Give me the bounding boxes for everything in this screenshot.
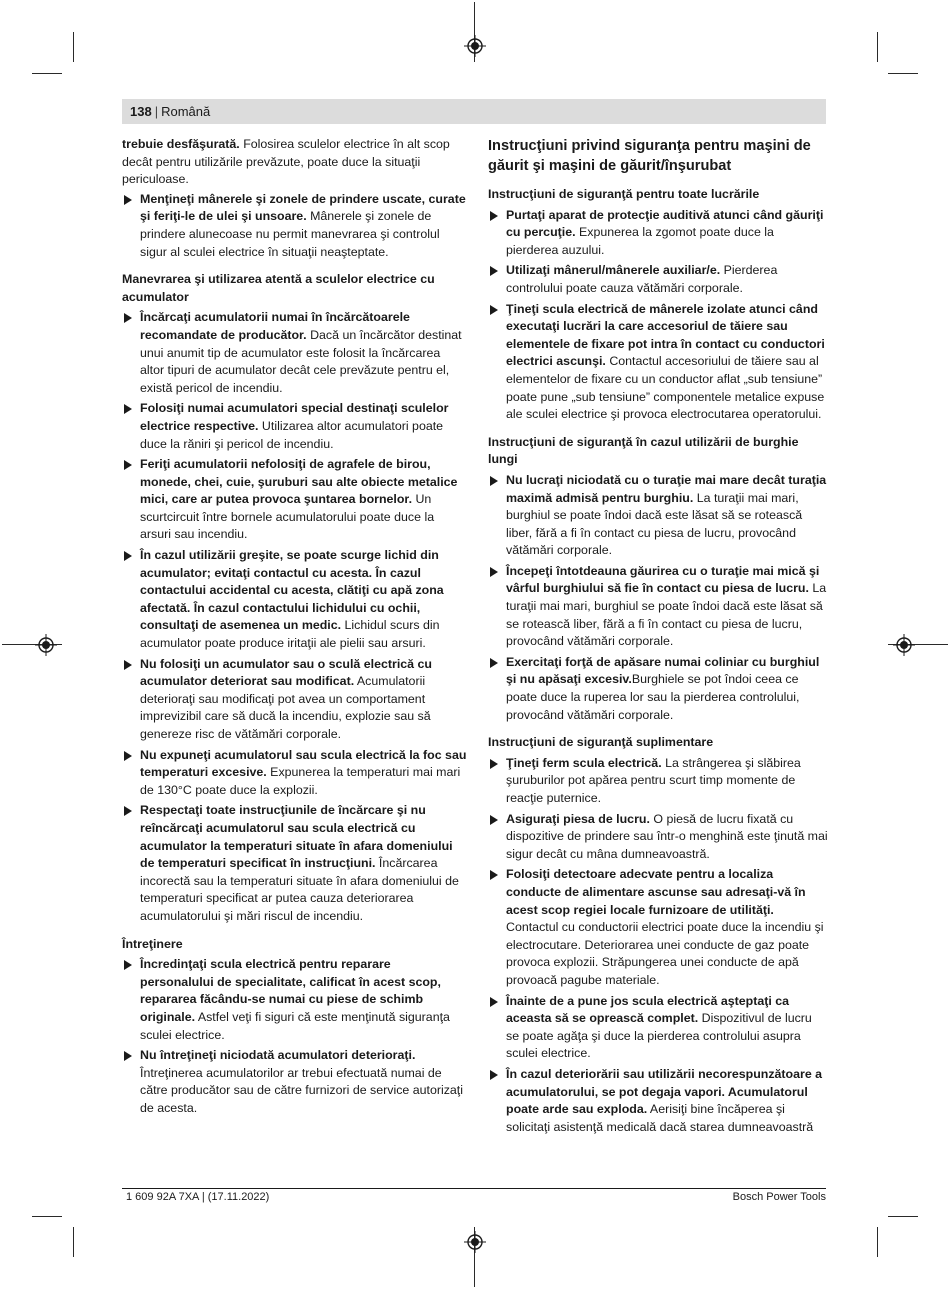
registration-mark-icon — [464, 1231, 486, 1253]
bullet-triangle-icon — [124, 460, 132, 470]
bullet-triangle-icon — [490, 1070, 498, 1080]
bullet-item — [122, 456, 467, 544]
bold-text: Respectaţi toate instrucţiunile de încărcare şi nu reîncărcaţi acumulatorul sau scula electrică cu acumulator la temperaturi situate în afara domeniului de temperaturi specificat în instrucţiuni. — [140, 803, 453, 871]
registration-mark-icon — [464, 35, 486, 57]
crop-mark — [32, 73, 62, 74]
bullet-triangle-icon — [490, 305, 498, 315]
bold-text: Utilizaţi mânerul/mânerele auxiliar/e. — [506, 263, 721, 278]
bullet-triangle-icon — [490, 870, 498, 880]
bullet-item — [122, 400, 467, 453]
crop-mark — [32, 1216, 62, 1217]
bold-text: Nu întreţineţi niciodată acumulatori deterioraţi. — [140, 1048, 416, 1063]
bullet-triangle-icon — [490, 997, 498, 1007]
section-heading: Instrucţiuni privind siguranţa pentru maşini de găurit şi maşini de găurit/înşurubat — [488, 138, 811, 174]
bullet-item — [122, 547, 467, 653]
bold-text: Înainte de a pune jos scula electrică aşteptaţi ca aceasta să se oprească complet. — [506, 993, 790, 1026]
bullet-item — [488, 654, 828, 724]
body-text: Contactul cu conductorii electrici poate duce la incendiu şi electrocutare. Deteriorarea unei conducte de gaz poate provoca explozii. Străpungerea unei conducte de apă provoacă pagube materiale. — [506, 920, 824, 987]
bold-text: Nu expuneţi acumulatorul sau scula electrică la foc sau temperaturi excesive. — [140, 747, 467, 780]
bullet-item — [488, 866, 828, 989]
bold-text: În cazul utilizării greşite, se poate scurge lichid din acumulator; evitaţi contactul cu acesta. În cazul contactului accidental cu acesta, clătiţi cu apă zona afectată. În cazul contactului lichidului cu ochii, consultaţi de asemenea un medic. — [140, 548, 444, 633]
bullet-item — [488, 262, 828, 297]
body-text: Încărcarea incorectă sau la temperaturi situate în afara domeniului de temperaturi specificat ar putea cauza deteriorarea acumulatorului şi mări riscul de incendiu. — [140, 856, 459, 923]
bold-text: Feriţi acumulatorii nefolosiţi de agrafele de birou, monede, chei, cuie, şuruburi sau alte obiecte metalice mici, care ar putea provoca şuntarea bornelor. — [140, 457, 458, 507]
bold-text: Încărcaţi acumulatorii numai în încărcătoarele recomandate de producător. — [140, 310, 410, 342]
bullet-triangle-icon — [490, 476, 498, 486]
bold-text: Menţineţi mânerele şi zonele de prindere uscate, curate şi feriţi-le de ulei şi unsoare. — [140, 191, 466, 224]
bullet-triangle-icon — [490, 658, 498, 668]
bullet-triangle-icon — [124, 313, 132, 323]
body-text: Folosirea sculelor electrice în alt scop decât pentru utilizările prevăzute, poate duce la situaţii periculoase. — [122, 137, 450, 187]
bullet-triangle-icon — [124, 195, 132, 205]
bullet-triangle-icon — [124, 404, 132, 414]
bullet-triangle-icon — [124, 1051, 132, 1061]
paragraph — [122, 136, 467, 189]
bullet-triangle-icon — [490, 266, 498, 276]
page-header — [122, 99, 826, 124]
right-column — [488, 136, 828, 1139]
subsection-heading: Instrucţiuni de siguranţă în cazul utilizării de burghie lungi — [488, 434, 799, 467]
bullet-item — [488, 207, 828, 260]
subsection-heading: Instrucţiuni de siguranţă pentru toate lucrările — [488, 187, 760, 201]
bullet-triangle-icon — [124, 751, 132, 761]
body-text: O piesă de lucru fixată cu dispozitive de prindere sau într-o menghină este ţinută mai sigur decât cu mâna dumneavoastră. — [506, 811, 828, 861]
body-text: Expunerea la temperaturi mai mari de 130°C poate duce la explozii. — [140, 765, 461, 797]
bold-text: Ţineţi scula electrică de mânerele izolate atunci când executaţi lucrări la care accesoriul de tăiere sau elementele de fixare pot intra în contact cu conductori electrici ascunşi. — [506, 301, 825, 369]
bullet-item — [488, 755, 828, 808]
body-text: Întreţinerea acumulatorilor ar trebui efectuată numai de către producător sau de către furnizori de service autorizaţi de acesta. — [140, 1065, 464, 1115]
bold-text: În cazul deteriorării sau utilizării necorespunzătoare a acumulatorului, se pot degaja vapori. Acumulatorul poate arde sau exploda. — [506, 1066, 823, 1117]
body-text: Un scurtcircuit între bornele acumulatorului poate duce la arsuri sau incendiu. — [140, 492, 435, 542]
body-text: Burghiele se pot îndoi ceea ce poate duce la ruperea lor sau la pierderea controlului, provocând vătămări corporale. — [506, 672, 800, 722]
header-language: Română — [161, 104, 211, 119]
bullet-triangle-icon — [490, 211, 498, 221]
bullet-triangle-icon — [124, 551, 132, 561]
body-text: Dispozitivul de lucru se poate agăţa şi duce la pierderea controlului asupra sculei electrice. — [506, 1011, 812, 1061]
body-text: La turaţii mai mari, burghiul se poate îndoi dacă este lăsat să se rotească liber, fără a fi în contact cu piesa de lucru, provocând vătămări corporale. — [506, 490, 803, 558]
body-text: Dacă un încărcător destinat unui anumit tip de acumulator este folosit la încărcarea altor tipuri de acumulator decât cele prevăzute pentru el, există pericol de incendiu. — [140, 327, 462, 395]
body-text: Pierderea controlului poate cauza vătămări corporale. — [506, 263, 778, 295]
header-separator: | — [154, 104, 159, 119]
bullet-triangle-icon — [490, 759, 498, 769]
registration-mark-icon — [35, 634, 57, 656]
body-text: Astfel veţi fi siguri că este menţinută siguranţa sculei electrice. — [140, 1009, 450, 1042]
footer-rule — [122, 1188, 826, 1189]
body-text: Acumulatorii deterioraţi sau modificaţi pot avea un comportament imprevizibil care să ducă la incendiu, explozie sau să genereze risc de vătămări corporale. — [140, 674, 431, 741]
bold-text: trebuie desfăşurată. — [122, 137, 240, 151]
bold-text: Ţineţi ferm scula electrică. — [506, 755, 662, 770]
page-number: 138 — [130, 104, 152, 119]
bullet-item — [488, 993, 828, 1063]
crop-mark — [888, 73, 918, 74]
bold-text: Nu folosiţi un acumulator sau o sculă electrică cu acumulator deteriorat sau modificat. — [140, 656, 432, 689]
bold-text: Nu lucraţi niciodată cu o turaţie mai mare decât turaţia maximă admisă pentru burghiu. — [506, 472, 827, 505]
bold-text: Începeţi întotdeauna găurirea cu o turaţie mai mică şi vârful burghiului să fie în contact cu piesa de lucru. — [506, 563, 820, 596]
crop-mark — [73, 1227, 74, 1257]
bullet-item — [122, 309, 467, 397]
body-text: La strângerea şi slăbirea şuruburilor pot apărea pentru scurt timp momente de reacţie puternice. — [506, 755, 801, 805]
registration-mark-icon — [893, 634, 915, 656]
bullet-item — [122, 802, 467, 925]
body-text: Lichidul scurs din acumulator poate produce iritaţii ale pielii sau arsuri. — [140, 618, 440, 651]
bullet-triangle-icon — [124, 806, 132, 816]
bold-text: Folosiţi detectoare adecvate pentru a localiza conducte de alimentare ascunse sau adresaţi-vă în acest scop regiei locale furnizoare de utilităţi. — [506, 867, 806, 917]
body-text: La turaţii mai mari, burghiul se poate îndoi dacă este lăsat să se rotească liber, fără a fi în contact cu piesa de lucru, provocând vătămări corporale. — [506, 581, 827, 649]
left-column — [122, 136, 467, 1120]
bold-text: Încredinţaţi scula electrică pentru reparare personalului de specialitate, calificat în acest scop, repararea făcându-se numai cu piese de schimb originale. — [140, 957, 441, 1024]
bullet-item — [122, 1047, 467, 1117]
bullet-item — [122, 747, 467, 800]
bullet-item — [488, 301, 828, 424]
bullet-item — [122, 656, 467, 744]
bullet-triangle-icon — [490, 567, 498, 577]
bold-text: Exercitaţi forţă de apăsare numai coliniar cu burghiul şi nu apăsaţi excesiv. — [506, 654, 820, 687]
bullet-item — [488, 811, 828, 864]
bullet-triangle-icon — [124, 660, 132, 670]
crop-mark — [888, 1216, 918, 1217]
footer-brand: Bosch Power Tools — [732, 1191, 826, 1203]
bullet-item — [488, 472, 828, 560]
subsection-heading: Instrucţiuni de siguranţă suplimentare — [488, 735, 714, 750]
subsection-heading: Manevrarea şi utilizarea atentă a sculelor electrice cu acumulator — [122, 272, 435, 304]
body-text: Expunerea la zgomot poate duce la pierderea auzului. — [506, 225, 774, 257]
bold-text: Folosiţi numai acumulatori special destinaţi sculelor electrice respective. — [140, 401, 449, 433]
crop-mark — [877, 1227, 878, 1257]
bullet-triangle-icon — [490, 815, 498, 825]
bullet-item — [488, 1066, 828, 1136]
body-text: Utilizarea altor acumulatori poate duce la răniri şi pericol de incendiu. — [140, 418, 444, 451]
bullet-item — [122, 191, 467, 261]
bold-text: Asiguraţi piesa de lucru. — [506, 811, 650, 826]
bold-text: Purtaţi aparat de protecţie auditivă atunci când găuriţi cu percuţie. — [506, 207, 824, 240]
bullet-item — [488, 563, 828, 651]
bullet-triangle-icon — [124, 960, 132, 970]
body-text: Mânerele şi zonele de prindere alunecoase nu permit manevrarea şi controlul sigur al sculei electrice în situaţii neaşteptate. — [140, 209, 440, 259]
subsection-heading: Întreţinere — [122, 936, 183, 951]
body-text: Aerisiţi bine încăperea şi solicitaţi asistenţă medicală dacă starea dumneavoastră — [506, 1102, 814, 1134]
crop-mark — [73, 32, 74, 62]
crop-mark — [877, 32, 878, 62]
bullet-item — [122, 956, 467, 1044]
body-text: Contactul accesoriului de tăiere sau al elementelor de fixare cu un conductor aflat „sub tensiune” poate pune „sub tensiune” componentele metalice expuse ale sculei electrice şi provoca electrocutarea operatorului. — [506, 354, 825, 422]
footer-document-id: 1 609 92A 7XA | (17.11.2022) — [126, 1191, 270, 1203]
